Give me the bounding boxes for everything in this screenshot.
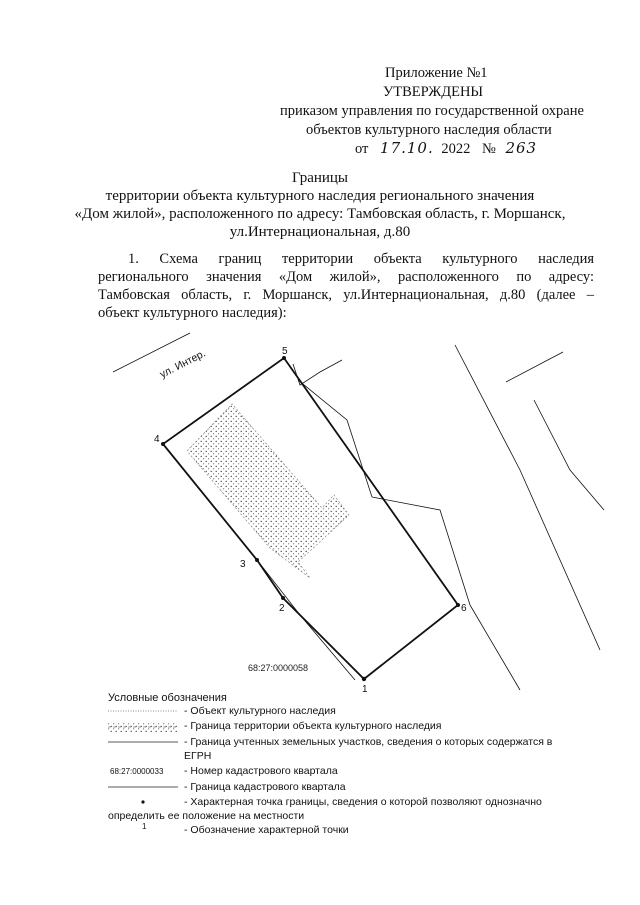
legend-item-point-label: - Обозначение характерной точки — [184, 824, 349, 836]
point-label-4: 4 — [154, 434, 160, 445]
order-line-2: объектов культурного наследия области — [306, 122, 552, 138]
appendix-label: Приложение №1 — [385, 65, 488, 81]
parcel-line-right-upper — [298, 380, 372, 497]
paragraph-line-1: 1. Схема границ территории объекта культурного наследия — [128, 251, 594, 267]
legend-symbol-point-label: 1 — [142, 822, 147, 831]
heritage-object-shape — [187, 404, 349, 578]
point-label-6: 6 — [461, 603, 467, 614]
title-line-2: территории объекта культурного наследия регионального значения — [105, 188, 535, 204]
paragraph-line-3: Тамбовская область, г. Моршанск, ул.Интернациональная, д.80 (далее – — [98, 287, 594, 303]
parcel-line-east-a — [455, 345, 600, 650]
legend-symbol-quarter-number: 68:27:0000033 — [110, 767, 164, 776]
parcel-line-south — [470, 605, 520, 690]
title-line-3: «Дом жилой», расположенного по адресу: Тамбовская область, г. Моршанск, — [74, 206, 566, 222]
legend-item-territory: - Граница территории объекта культурного наследия — [184, 720, 442, 732]
point-label-2: 2 — [279, 603, 285, 614]
parcel-line-east-b — [506, 352, 563, 382]
legend-item-point-cont: определить ее положение на местности — [108, 810, 305, 822]
legend-item-egrn-cont: ЕГРН — [184, 750, 212, 762]
point-label-1: 1 — [362, 684, 368, 695]
number-sign: № — [482, 141, 496, 157]
point-label-5: 5 — [282, 346, 288, 357]
legend-item-object: - Объект культурного наследия — [184, 705, 336, 717]
parcel-line-east-c — [534, 400, 604, 510]
handwritten-date: 17.10. — [380, 139, 434, 157]
approved-label: УТВЕРЖДЕНЫ — [383, 84, 484, 100]
paragraph-line-4: объект культурного наследия): — [98, 305, 287, 321]
boundary-point-3 — [255, 558, 259, 562]
title-line-1: Границы — [291, 170, 349, 186]
boundary-point-2 — [281, 596, 285, 600]
legend-item-quarter-number: - Номер кадастрового квартала — [184, 765, 338, 777]
cadastral-quarter-label: 68:27:0000058 — [248, 663, 309, 673]
legend-item-quarter-border: - Граница кадастрового квартала — [184, 781, 346, 793]
date-prefix: от — [355, 141, 369, 157]
legend-symbol-point — [141, 800, 144, 803]
boundary-point-6 — [456, 603, 460, 607]
order-line-1: приказом управления по государственной охране — [280, 103, 584, 119]
boundary-point-4 — [161, 442, 165, 446]
point-label-3: 3 — [240, 559, 246, 570]
boundary-point-1 — [362, 677, 366, 681]
paragraph-line-2: регионального значения «Дом жилой», расположенного по адресу: — [98, 269, 594, 285]
legend-title: Условные обозначения — [108, 692, 227, 704]
handwritten-number: 263 — [505, 139, 538, 157]
street-label: ул. Интер. — [157, 347, 208, 381]
legend-item-egrn: - Граница учтенных земельных участков, сведения о которых содержатся в — [184, 736, 553, 748]
date-year: 2022 — [441, 141, 471, 157]
legend-item-point: - Характерная точка границы, сведения о которой позволяют однозначно — [184, 796, 542, 808]
title-line-4: ул.Интернациональная, д.80 — [229, 224, 411, 240]
